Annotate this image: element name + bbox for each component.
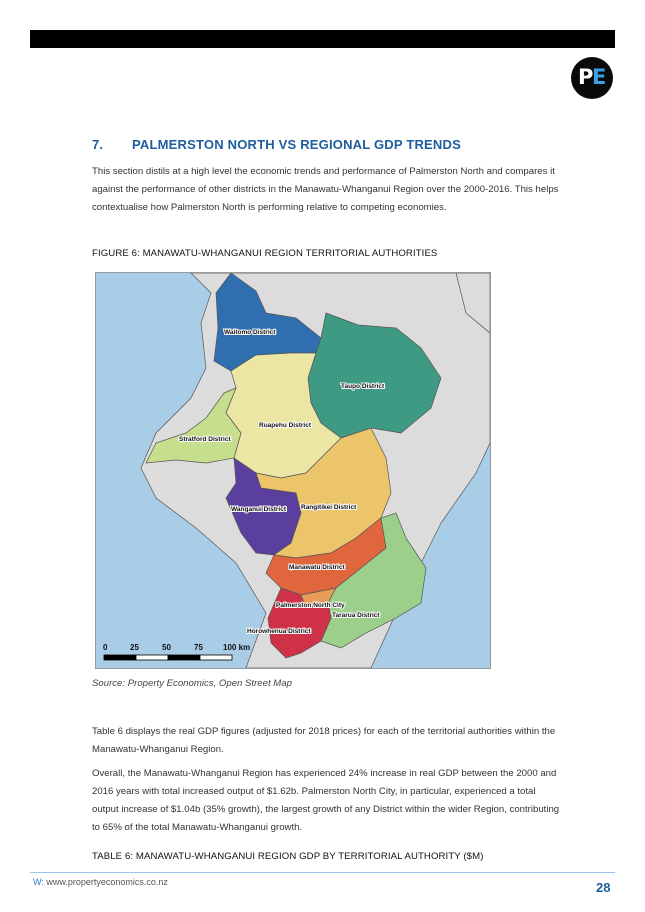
label-manawatu: Manawatu District xyxy=(289,564,345,571)
footer-url[interactable]: www.propertyeconomics.co.nz xyxy=(46,877,168,887)
footer-website xyxy=(33,877,168,887)
label-rangitikei: Rangitikei District xyxy=(301,504,357,511)
scale-seg-2 xyxy=(136,655,168,660)
top-bar xyxy=(30,30,615,48)
section-number: 7. xyxy=(92,137,104,152)
scale-label-0: 0 xyxy=(103,643,108,652)
scale-label-100: 100 km xyxy=(223,643,251,652)
scale-seg-3 xyxy=(168,655,200,660)
scale-label-50: 50 xyxy=(162,643,171,652)
property-economics-logo xyxy=(571,57,613,99)
label-wanganui: Wanganui District xyxy=(231,506,287,513)
map-svg xyxy=(96,273,490,668)
logo-letter-p: P xyxy=(578,65,593,89)
label-horowhenua: Horowhenua District xyxy=(247,628,311,635)
label-tararua: Tararua District xyxy=(332,612,380,619)
intro-paragraph: This section distils at a high level the economic trends and performance of Palmerston North and compares it against the performance of other districts in the Manawatu-Whanganui Region over the 2000-2016. This helps contextualise how Palmerston North is performing relative to competing economies. xyxy=(92,166,559,213)
page-number: 28 xyxy=(596,880,611,895)
table-caption: TABLE 6: MANAWATU-WHANGANUI REGION GDP BY TERRITORIAL AUTHORITY ($M) xyxy=(92,851,484,862)
section-heading xyxy=(92,137,461,152)
paragraph-table-intro: Table 6 displays the real GDP figures (adjusted for 2018 prices) for each of the territorial authorities within the Manawatu-Whanganui Region. xyxy=(92,726,556,755)
scale-seg-1 xyxy=(104,655,136,660)
logo-letter-e: E xyxy=(592,65,607,89)
map-source: Source: Property Economics, Open Street Map xyxy=(92,678,292,689)
label-taupo: Taupo District xyxy=(341,383,385,390)
label-palmerston: Palmerston North City xyxy=(276,602,345,609)
footer-w-label: W: xyxy=(33,877,44,887)
figure-caption: FIGURE 6: MANAWATU-WHANGANUI REGION TERRITORIAL AUTHORITIES xyxy=(92,248,438,259)
scale-label-75: 75 xyxy=(194,643,203,652)
label-stratford: Stratford District xyxy=(179,436,231,443)
scale-label-25: 25 xyxy=(130,643,139,652)
label-ruapehu: Ruapehu District xyxy=(259,422,312,429)
paragraph-growth-summary: Overall, the Manawatu-Whanganui Region has experienced 24% increase in real GDP between the 2000 and 2016 years with total increased output of $1.62b. Palmerston North City, in particular, experienced a total output increase of $1.04b (35% growth), the largest growth of any District within the wider Region, contributing to 65% of the total Manawatu-Whanganui growth. xyxy=(92,768,560,833)
region-map xyxy=(95,272,491,669)
scale-seg-4 xyxy=(200,655,232,660)
label-waitomo: Waitomo District xyxy=(224,329,276,336)
footer-divider xyxy=(30,872,615,873)
section-title: PALMERSTON NORTH VS REGIONAL GDP TRENDS xyxy=(132,137,461,152)
